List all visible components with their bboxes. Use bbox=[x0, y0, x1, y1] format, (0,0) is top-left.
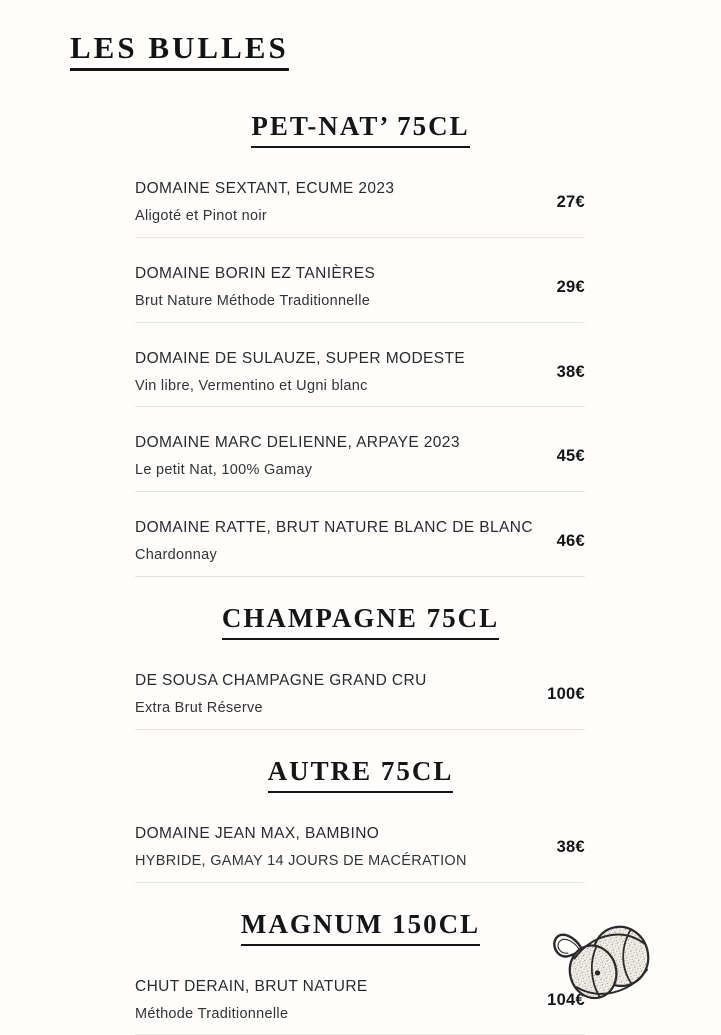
menu-item-text bbox=[135, 433, 545, 480]
section-items bbox=[135, 824, 585, 883]
menu-section bbox=[0, 603, 721, 730]
menu-item-text bbox=[135, 671, 535, 718]
menu-item bbox=[135, 518, 585, 577]
menu-item-text bbox=[135, 977, 535, 1024]
menu-item-name: DOMAINE BORIN EZ TANIÈRES bbox=[135, 264, 376, 282]
menu-item-name: DOMAINE MARC DELIENNE, ARPAYE 2023 bbox=[135, 434, 460, 452]
page-title: LES BULLES bbox=[70, 31, 289, 71]
menu-item-price: 46€ bbox=[556, 532, 585, 551]
menu-item-description: Extra Brut Réserve bbox=[135, 699, 263, 716]
menu-item bbox=[135, 179, 585, 238]
menu-section bbox=[0, 756, 721, 883]
menu-item bbox=[135, 264, 585, 323]
menu-item-description: Chardonnay bbox=[135, 547, 217, 564]
menu-item-description: Vin libre, Vermentino et Ugni blanc bbox=[135, 377, 368, 394]
section-heading bbox=[0, 111, 721, 148]
section-items bbox=[135, 977, 585, 1035]
menu-item bbox=[135, 824, 585, 883]
menu-item-text bbox=[135, 264, 545, 311]
menu-item-text bbox=[135, 179, 545, 226]
menu-item-price: 38€ bbox=[556, 837, 585, 856]
menu-item-description: Brut Nature Méthode Traditionnelle bbox=[135, 292, 371, 309]
champagne-cork-illustration bbox=[548, 908, 658, 1018]
menu-item-name: DE SOUSA CHAMPAGNE GRAND CRU bbox=[135, 672, 427, 690]
section-heading-text: PET-NAT’ 75CL bbox=[251, 111, 469, 148]
section-heading-text: CHAMPAGNE 75CL bbox=[222, 603, 499, 640]
section-items bbox=[135, 671, 585, 730]
menu-item-price: 27€ bbox=[556, 193, 585, 212]
menu-item bbox=[135, 349, 585, 408]
section-heading-text: MAGNUM 150CL bbox=[241, 909, 480, 946]
menu-item-description: Méthode Traditionnelle bbox=[135, 1005, 289, 1022]
menu-item-description: HYBRIDE, GAMAY 14 JOURS DE MACÉRATION bbox=[135, 852, 467, 869]
menu-sections bbox=[0, 111, 721, 1035]
menu-item-price: 38€ bbox=[556, 362, 585, 381]
menu-item-text bbox=[135, 349, 545, 396]
menu-item-description: Aligoté et Pinot noir bbox=[135, 208, 268, 225]
section-heading bbox=[0, 603, 721, 640]
menu-item bbox=[135, 977, 585, 1035]
menu-item-text bbox=[135, 824, 545, 871]
menu-item-price: 29€ bbox=[556, 277, 585, 296]
menu-item-name: DOMAINE RATTE, BRUT NATURE BLANC DE BLANC bbox=[135, 519, 533, 537]
menu-item-name: CHUT DERAIN, BRUT NATURE bbox=[135, 977, 368, 995]
menu-item bbox=[135, 433, 585, 492]
menu-item-price: 100€ bbox=[547, 684, 585, 703]
menu-item-price: 45€ bbox=[556, 447, 585, 466]
section-heading bbox=[0, 756, 721, 793]
menu-item bbox=[135, 671, 585, 730]
section-items bbox=[135, 179, 585, 577]
menu-item-text bbox=[135, 518, 545, 565]
menu-item-description: Le petit Nat, 100% Gamay bbox=[135, 462, 313, 479]
menu-section bbox=[0, 111, 721, 577]
menu-item-price: 104€ bbox=[547, 990, 585, 1009]
menu-item-name: DOMAINE SEXTANT, ECUME 2023 bbox=[135, 180, 395, 198]
menu-item-name: DOMAINE JEAN MAX, BAMBINO bbox=[135, 824, 380, 842]
menu-item-name: DOMAINE DE SULAUZE, SUPER MODESTE bbox=[135, 349, 466, 367]
section-heading-text: AUTRE 75CL bbox=[268, 756, 454, 793]
